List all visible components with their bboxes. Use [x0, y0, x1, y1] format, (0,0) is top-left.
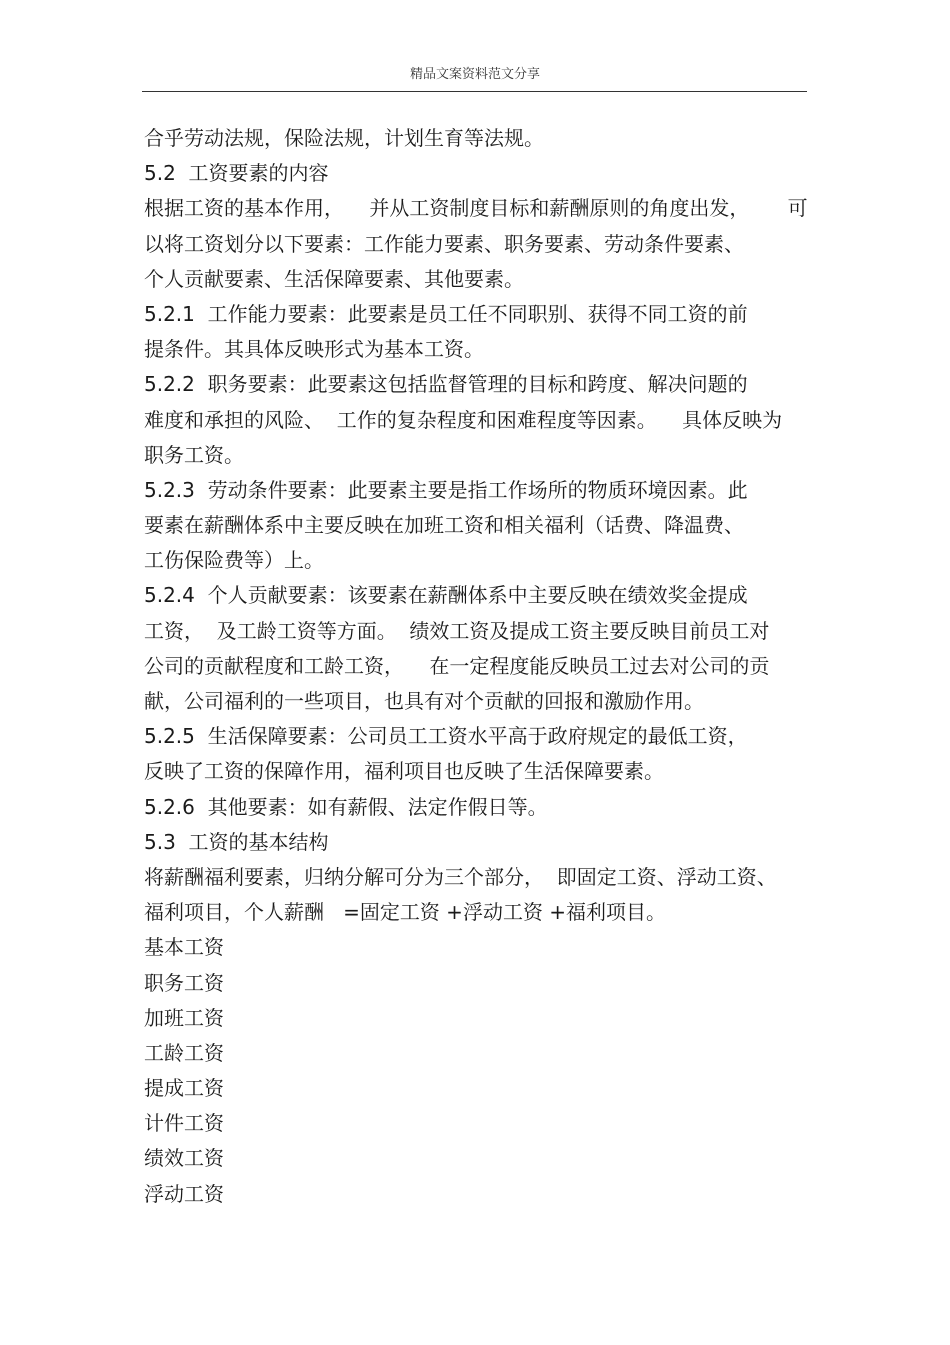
- section-heading: 5.3 工资的基本结构: [144, 829, 329, 854]
- text-line: 5.2.4 个人贡献要素：该要素在薪酬体系中主要反映在绩效奖金提成: [144, 583, 748, 608]
- text-line: 将薪酬福利要素，归纳分解可分为三个部分， 即固定工资、浮动工资、: [144, 864, 777, 889]
- page-header: 精品文案资料范文分享: [409, 67, 540, 82]
- text-line: 5.2.6 其他要素：如有薪假、法定作假日等。: [144, 794, 548, 819]
- text-line: 5.2.2 职务要素：此要素这包括监督管理的目标和跨度、解决问题的: [144, 372, 748, 397]
- text-line: 公司的贡献程度和工龄工资， 在一定程度能反映员工过去对公司的贡: [144, 653, 770, 678]
- list-item: 绩效工资: [144, 1146, 224, 1171]
- list-item: 计件工资: [144, 1111, 224, 1136]
- text-line: 要素在薪酬体系中主要反映在加班工资和相关福利（话费、降温费、: [144, 513, 744, 538]
- list-item: 职务工资: [144, 970, 224, 995]
- text-line: 以将工资划分以下要素：工作能力要素、职务要素、劳动条件要素、: [144, 231, 744, 256]
- list-item: 加班工资: [144, 1005, 224, 1030]
- text-line: 5.2.5 生活保障要素：公司员工工资水平高于政府规定的最低工资，: [144, 724, 748, 749]
- text-line: 难度和承担的风险、 工作的复杂程度和困难程度等因素。 具体反映为: [144, 407, 783, 432]
- list-item: 提成工资: [144, 1076, 224, 1101]
- text-line: 个人贡献要素、生活保障要素、其他要素。: [144, 266, 524, 291]
- text-line: 工资， 及工龄工资等方面。 绩效工资及提成工资主要反映目前员工对: [144, 618, 770, 643]
- text-line: 献，公司福利的一些项目，也具有对个贡献的回报和激励作用。: [144, 689, 704, 713]
- text-line: 5.2.1 工作能力要素：此要素是员工任不同职别、获得不同工资的前: [144, 301, 748, 326]
- document-body: [144, 121, 809, 1212]
- list-item: 浮动工资: [144, 1181, 224, 1206]
- section-heading: 5.2 工资要素的内容: [144, 161, 329, 186]
- list-item: 基本工资: [144, 935, 224, 960]
- text-line: 反映了工资的保障作用，福利项目也反映了生活保障要素。: [144, 759, 664, 784]
- list-item: 工龄工资: [144, 1040, 224, 1065]
- text-line: 根据工资的基本作用， 并从工资制度目标和薪酬原则的角度出发， 可: [144, 196, 808, 221]
- text-line: 提条件。其具体反映形式为基本工资。: [144, 337, 484, 362]
- header-divider: [142, 91, 807, 92]
- text-line: 工伤保险费等）上。: [144, 548, 324, 573]
- text-line: 5.2.3 劳动条件要素：此要素主要是指工作场所的物质环境因素。此: [144, 477, 748, 502]
- text-line: 职务工资。: [144, 442, 244, 467]
- text-line: 福利项目，个人薪酬 =固定工资 +浮动工资 +福利项目。: [144, 900, 667, 925]
- text-line: 合乎劳动法规，保险法规，计划生育等法规。: [144, 126, 544, 150]
